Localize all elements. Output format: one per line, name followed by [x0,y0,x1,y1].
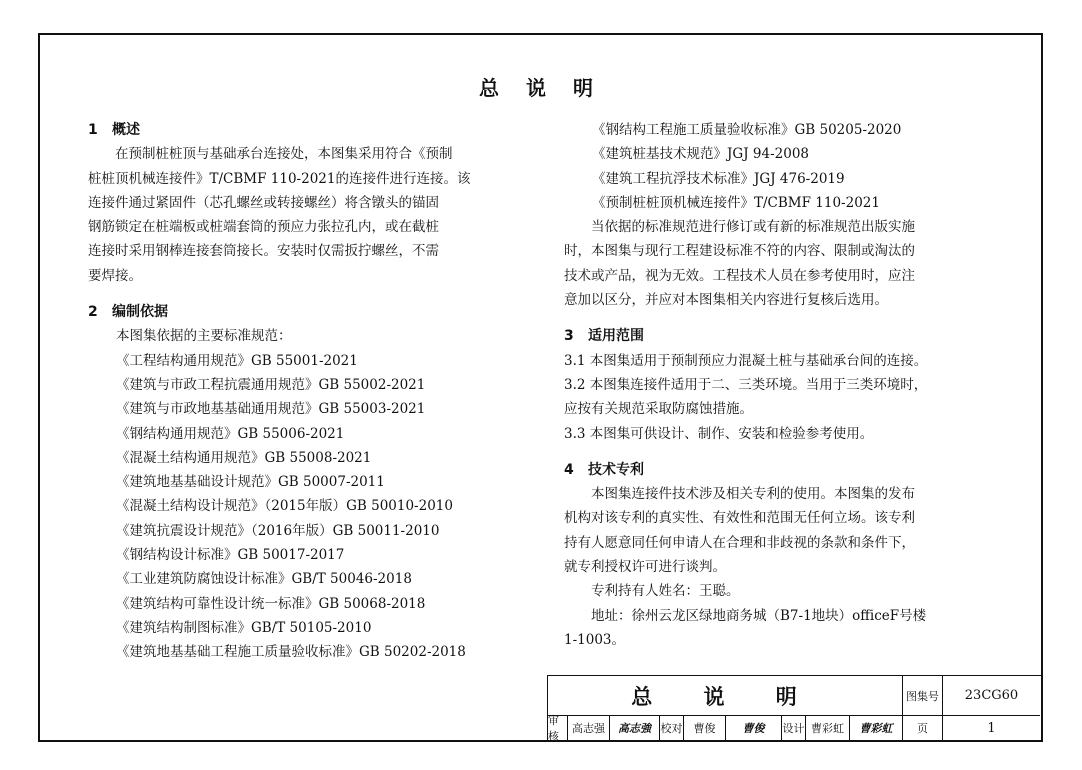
standard-ref: 《建筑与市政地基基础通用规范》GB 55003-2021 [116,401,426,418]
section-3-title: 适用范围 [588,328,644,345]
section-2-heading [88,300,522,324]
standard-ref: 《混凝土结构通用规范》GB 55008-2021 [116,449,372,466]
section-3-line: 3.3 本图集可供设计、制作、安装和检验参考使用。 [564,425,874,442]
standards-list [88,324,522,664]
atlas-number: 23CG60 [943,676,1040,716]
title-block-name: 总 说 明 [548,676,903,716]
standard-ref: 《预制桩桩顶机械连接件》T/CBMF 110-2021 [592,194,880,211]
design-label: 设计 [782,716,806,740]
page-label: 页 [903,716,943,740]
section-3-line: 应按有关规范采取防腐蚀措施。 [564,401,753,418]
patent-address-line: 地址：徐州云龙区绿地商务城（B7-1地块）officeF号楼 [591,607,927,624]
section-3-line: 3.1 本图集适用于预制预应力混凝土桩与基础承台间的连接。 [564,352,928,369]
standard-ref: 《工业建筑防腐蚀设计标准》GB/T 50046-2018 [116,571,412,588]
section-4-heading [564,458,1004,482]
section-1-heading [88,118,522,142]
standard-ref: 《工程结构通用规范》GB 55001-2021 [116,352,358,369]
section-1-line: 钢筋锁定在桩端板或桩端套筒的预应力张拉孔内，或在截桩 [88,219,439,236]
check-signature: 曹俊 [726,716,782,740]
atlas-number-label: 图集号 [903,676,943,716]
design-name: 曹彩虹 [806,716,850,740]
section-1-line: 桩桩顶机械连接件》T/CBMF 110-2021的连接件进行连接。该 [88,170,471,187]
section-3-heading [564,324,1004,348]
standards-list-continued [564,118,1004,215]
review-signature: 高志強 [610,716,660,740]
standard-ref: 《建筑地基基础工程施工质量验收标准》GB 50202-2018 [116,644,466,661]
revision-note-line: 时，本图集与现行工程建设标准不符的内容、限制或淘汰的 [564,243,915,260]
right-column [564,118,1004,652]
standard-ref: 《建筑工程抗浮技术标准》JGJ 476-2019 [592,170,845,187]
section-1-line: 在预制桩桩顶与基础承台连接处，本图集采用符合《预制 [115,146,453,163]
section-1-number: 1 [88,122,98,138]
section-1-line: 连接时采用钢棒连接套筒接长。安装时仅需扳拧螺丝，不需 [88,243,439,260]
section-4-number: 4 [564,461,574,478]
patent-address-line: 1-1003。 [564,631,626,648]
title-block [547,675,1041,741]
patent-holder: 专利持有人姓名：王聪。 [591,583,740,600]
signature-row [548,714,1040,743]
page-title: 总 说 明 [479,76,603,100]
standard-ref: 《建筑地基基础设计规范》GB 50007-2011 [116,474,385,491]
section-3-number: 3 [564,328,574,345]
section-2-title: 编制依据 [112,304,168,321]
revision-note-line: 技术或产品，视为无效。工程技术人员在参考使用时，应注 [564,267,915,284]
standard-ref: 《建筑结构可靠性设计统一标准》GB 50068-2018 [116,595,426,612]
standard-ref: 《建筑与市政工程抗震通用规范》GB 55002-2021 [116,376,426,393]
section-4-line: 机构对该专利的真实性、有效性和范围无任何立场。该专利 [564,510,915,527]
standard-ref: 《建筑桩基技术规范》JGJ 94-2008 [592,146,809,163]
standards-intro: 本图集依据的主要标准规范： [116,328,292,345]
design-signature: 曹彩虹 [850,716,903,740]
check-label: 校对 [660,716,684,740]
left-column [88,118,522,665]
check-name: 曹俊 [684,716,726,740]
section-4-line: 持有人愿意同任何申请人在合理和非歧视的条款和条件下， [564,534,915,551]
standard-ref: 《建筑结构制图标准》GB/T 50105-2010 [116,619,372,636]
section-1-title: 概述 [112,122,140,138]
revision-note-line: 意加以区分，并应对本图集相关内容进行复核后选用。 [564,292,888,309]
section-4-line: 本图集连接件技术涉及相关专利的使用。本图集的发布 [591,486,915,503]
standard-ref: 《钢结构通用规范》GB 55006-2021 [116,425,345,442]
standard-ref: 《钢结构设计标准》GB 50017-2017 [116,547,345,564]
review-name: 高志强 [568,716,610,740]
review-label: 审核 [548,716,568,740]
section-1-line: 要焊接。 [88,267,142,284]
section-3-line: 3.2 本图集连接件适用于二、三类环境。当用于三类环境时， [564,376,928,393]
standard-ref: 《混凝土结构设计规范》（2015年版）GB 50010-2010 [116,498,453,515]
section-4-line: 就专利授权许可进行谈判。 [564,559,726,576]
section-2-number: 2 [88,304,98,321]
page-number: 1 [987,720,996,736]
standard-ref: 《钢结构工程施工质量验收标准》GB 50205-2020 [592,122,902,138]
standard-ref: 《建筑抗震设计规范》（2016年版）GB 50011-2010 [116,522,440,539]
section-1-line: 连接件通过紧固件（芯孔螺丝或转接螺丝）将含镦头的锚固 [88,194,439,211]
revision-note-line: 当依据的标准规范进行修订或有新的标准规范出版实施 [591,219,915,236]
section-4-title: 技术专利 [588,461,644,478]
